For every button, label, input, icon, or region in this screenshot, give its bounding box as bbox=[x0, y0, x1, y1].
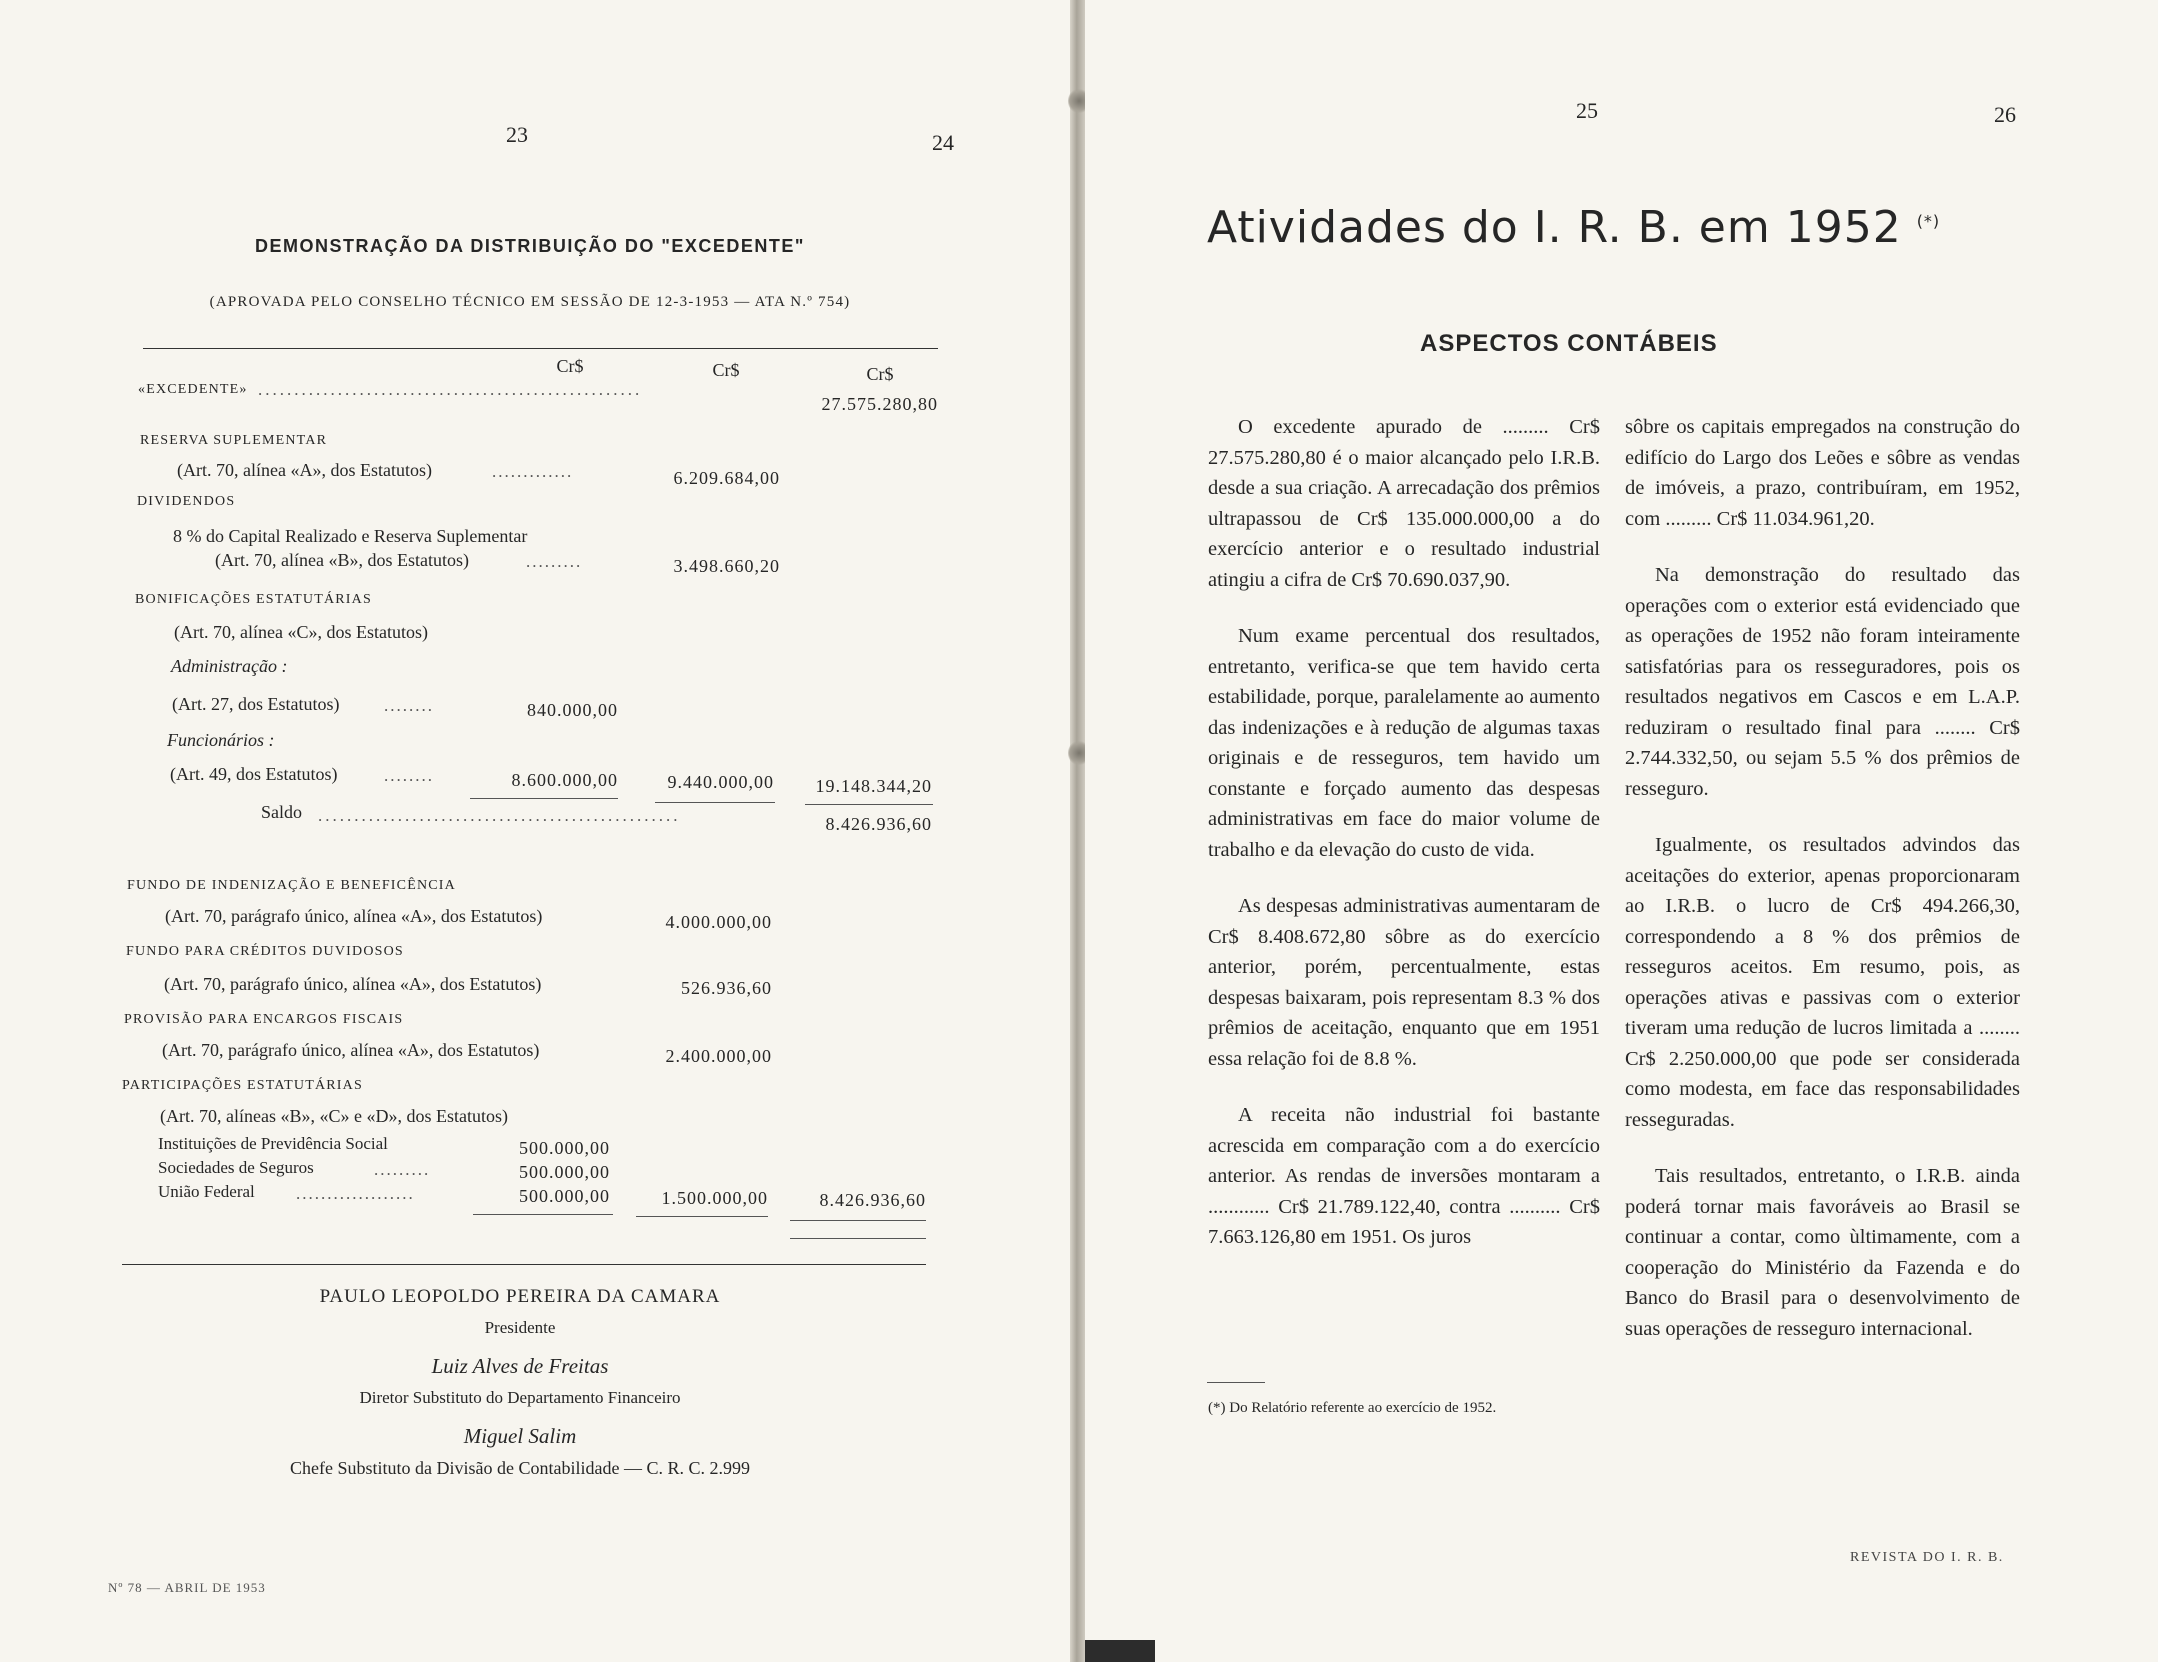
sum-rule bbox=[636, 1216, 768, 1217]
fundo-indenizacao-heading: FUNDO DE INDENIZAÇÃO E BENEFICÊNCIA bbox=[127, 878, 456, 893]
signature-name: PAULO LEOPOLDO PEREIRA DA CAMARA bbox=[319, 1286, 721, 1307]
dot-leader: ..................................................... bbox=[258, 380, 643, 399]
participacoes-subtotal: 1.500.000,00 bbox=[661, 1188, 768, 1208]
col-header-3: Cr$ bbox=[866, 364, 894, 384]
col-header-2: Cr$ bbox=[712, 360, 740, 380]
bonificacoes-total: 19.148.344,20 bbox=[815, 776, 932, 796]
bottom-rule bbox=[122, 1264, 926, 1265]
excedente-value: 27.575.280,80 bbox=[821, 394, 938, 414]
page-number-26: 26 bbox=[1994, 102, 2016, 127]
paragraph: A receita não industrial foi bastante acrescida em comparação com a do exercício anterior. As rendas de inversões montaram a ............ Cr$ 21.789.122,40, contra .......... Cr$ 7.663.126,80 em 1951. Os juros bbox=[1208, 1104, 1600, 1248]
paragraph: O excedente apurado de ......... Cr$ 27.575.280,80 é o maior alcançado pelo I.R.B. desde a sua criação. A arrecadação dos prêmios ultrapassou de Cr$ 135.000.000,00 a do exercício anterior e o resultado industrial atingiu a cifra de Cr$ 70.690.037,90. bbox=[1208, 416, 1600, 591]
book-gutter bbox=[1070, 0, 1085, 1662]
footnote: (*) Do Relatório referente ao exercício de 1952. bbox=[1208, 1400, 1497, 1416]
bonificacoes-heading: BONIFICAÇÕES ESTATUTÁRIAS bbox=[135, 592, 372, 607]
participacao-value: 500.000,00 bbox=[519, 1138, 610, 1158]
signature-role: Diretor Substituto do Departamento Financeiro bbox=[359, 1388, 681, 1407]
page-number-24: 24 bbox=[932, 130, 954, 155]
table-subtitle: (APROVADA PELO CONSELHO TÉCNICO EM SESSÃO DE 12-3-1953 — ATA N.º 754) bbox=[209, 294, 851, 310]
fundo-indenizacao-line: (Art. 70, parágrafo único, alínea «A», dos Estatutos) bbox=[165, 906, 543, 926]
participacao-value: 500.000,00 bbox=[519, 1162, 610, 1182]
reserva-line: (Art. 70, alínea «A», dos Estatutos) bbox=[177, 460, 432, 480]
paragraph: Tais resultados, entretanto, o I.R.B. ainda poderá tornar mais favoráveis ao Brasil se continuar a contar, como ùltimamente, com a cooperação do Ministério da Fazenda e do Banco do Brasil para o desenvolvimento de suas operações de resseguro internacional. bbox=[1625, 1165, 2020, 1340]
saldo-label: Saldo bbox=[261, 802, 303, 822]
dot-leader: ............. bbox=[492, 462, 574, 481]
provisao-value: 2.400.000,00 bbox=[665, 1046, 772, 1066]
sum-rule bbox=[805, 804, 933, 805]
fundo-creditos-line: (Art. 70, parágrafo único, alínea «A», dos Estatutos) bbox=[164, 974, 542, 994]
dot-leader: ......... bbox=[374, 1160, 431, 1179]
left-page bbox=[0, 0, 1070, 1662]
administracao-line: (Art. 27, dos Estatutos) bbox=[172, 694, 340, 714]
participacao-label: União Federal bbox=[158, 1182, 255, 1201]
dot-leader: ......... bbox=[526, 552, 583, 571]
fundo-creditos-value: 526.936,60 bbox=[681, 978, 772, 998]
spine-edge bbox=[1085, 1640, 1155, 1662]
dividendos-line-1: 8 % do Capital Realizado e Reserva Suplementar bbox=[173, 526, 528, 546]
sum-rule bbox=[655, 802, 775, 803]
text-column-1 bbox=[1208, 412, 1600, 1279]
dot-leader: ........ bbox=[384, 766, 434, 785]
col-header-1: Cr$ bbox=[556, 356, 584, 376]
bonificacoes-line: (Art. 70, alínea «C», dos Estatutos) bbox=[174, 622, 428, 642]
signature-name: Miguel Salim bbox=[463, 1424, 577, 1448]
article-title-text: Atividades do I. R. B. em 1952 bbox=[1207, 202, 1902, 253]
participacao-value: 500.000,00 bbox=[519, 1186, 610, 1206]
provisao-heading: PROVISÃO PARA ENCARGOS FISCAIS bbox=[124, 1012, 404, 1027]
funcionarios-label: Funcionários : bbox=[167, 730, 275, 750]
paragraph: As despesas administrativas aumentaram de Cr$ 8.408.672,80 sôbre as do exercício anterior, porém, percentualmente, estas despesas baixaram, pois representam 8.3 % dos prêmios de aceitação, enquanto que em 1951 essa relação foi de 8.8 %. bbox=[1208, 895, 1600, 1070]
section-heading: ASPECTOS CONTÁBEIS bbox=[1420, 330, 1718, 357]
sum-rule bbox=[790, 1238, 926, 1239]
paragraph: Na demonstração do resultado das operações com o exterior está evidenciado que as operações de 1952 não foram inteiramente satisfatórias para os resseguradores, pois os resultados negativos em Cascos e em L.A.P. reduziram o resultado final para ........ Cr$ 2.744.332,50, ou sejam 5.5 % dos prêmios de resseguro. bbox=[1625, 564, 2020, 800]
dot-leader: ........ bbox=[384, 696, 434, 715]
dividendos-line-2: (Art. 70, alínea «B», dos Estatutos) bbox=[215, 550, 469, 570]
sum-rule bbox=[470, 798, 618, 799]
text-column-2 bbox=[1625, 412, 2020, 1370]
sum-rule bbox=[790, 1220, 926, 1221]
provisao-line: (Art. 70, parágrafo único, alínea «A», dos Estatutos) bbox=[162, 1040, 540, 1060]
reserva-value: 6.209.684,00 bbox=[673, 468, 780, 488]
dividendos-value: 3.498.660,20 bbox=[673, 556, 780, 576]
paragraph: sôbre os capitais empregados na construção do edifício do Largo dos Leões e sôbre as vendas de imóveis, a prazo, contribuíram, em 1952, com ......... Cr$ 11.034.961,20. bbox=[1625, 416, 2020, 530]
paragraph: Igualmente, os resultados advindos das aceitações do exterior, apenas proporcionaram ao I.R.B. o lucro de Cr$ 494.266,30, correspondendo a 8 % dos prêmios de resseguros aceitos. Em resumo, pois, as operações ativas e passivas com o exterior tiveram uma redução de lucros limitada a ........ Cr$ 2.250.000,00 que pode ser considerada como modesta, em face das responsabilidades resseguradas. bbox=[1625, 834, 2020, 1131]
table-title: DEMONSTRAÇÃO DA DISTRIBUIÇÃO DO "EXCEDENTE" bbox=[255, 236, 805, 256]
paragraph: Num exame percentual dos resultados, entretanto, verifica-se que tem havido certa estabilidade, porque, paralelamente ao aumento das indenizações e à redução de algumas taxas originais e de resseguros, tem havido um constante e forçado aumento das despesas administrativas em face do maior volume de trabalho e da elevação do custo de vida. bbox=[1208, 625, 1600, 861]
sum-rule bbox=[473, 1214, 613, 1215]
funcionarios-value: 8.600.000,00 bbox=[511, 770, 618, 790]
participacoes-total: 8.426.936,60 bbox=[819, 1190, 926, 1210]
participacao-label: Instituições de Previdência Social bbox=[158, 1134, 388, 1153]
footnote-rule bbox=[1207, 1382, 1265, 1383]
fundo-indenizacao-value: 4.000.000,00 bbox=[665, 912, 772, 932]
article-title bbox=[1207, 202, 1940, 253]
page-number-23: 23 bbox=[506, 122, 528, 147]
page-footer: Nº 78 — ABRIL DE 1953 bbox=[108, 1580, 266, 1595]
dividendos-heading: DIVIDENDOS bbox=[137, 494, 236, 509]
excedente-label: «EXCEDENTE» bbox=[138, 382, 248, 397]
signature-name: Luiz Alves de Freitas bbox=[431, 1354, 609, 1378]
reserva-heading: RESERVA SUPLEMENTAR bbox=[140, 433, 328, 448]
dot-leader: ................... bbox=[296, 1184, 415, 1203]
participacoes-heading: PARTICIPAÇÕES ESTATUTÁRIAS bbox=[122, 1078, 363, 1093]
participacoes-line: (Art. 70, alíneas «B», «C» e «D», dos Estatutos) bbox=[160, 1106, 508, 1126]
funcionarios-line: (Art. 49, dos Estatutos) bbox=[170, 764, 338, 784]
participacao-label: Sociedades de Seguros bbox=[158, 1158, 314, 1177]
signature-role: Chefe Substituto da Divisão de Contabilidade — C. R. C. 2.999 bbox=[290, 1458, 750, 1478]
signature-role: Presidente bbox=[484, 1318, 556, 1337]
bonificacoes-subtotal: 9.440.000,00 bbox=[667, 772, 774, 792]
page-footer: REVISTA DO I. R. B. bbox=[1850, 1550, 2004, 1565]
administracao-value: 840.000,00 bbox=[527, 700, 618, 720]
right-page bbox=[1085, 0, 2158, 1662]
administracao-label: Administração : bbox=[171, 656, 288, 676]
title-footnote-mark: (*) bbox=[1916, 211, 1941, 231]
fundo-creditos-heading: FUNDO PARA CRÉDITOS DUVIDOSOS bbox=[126, 944, 404, 959]
top-rule bbox=[143, 348, 938, 349]
saldo-value: 8.426.936,60 bbox=[825, 814, 932, 834]
page-number-25: 25 bbox=[1576, 98, 1598, 123]
dot-leader: .................................................. bbox=[318, 806, 681, 825]
